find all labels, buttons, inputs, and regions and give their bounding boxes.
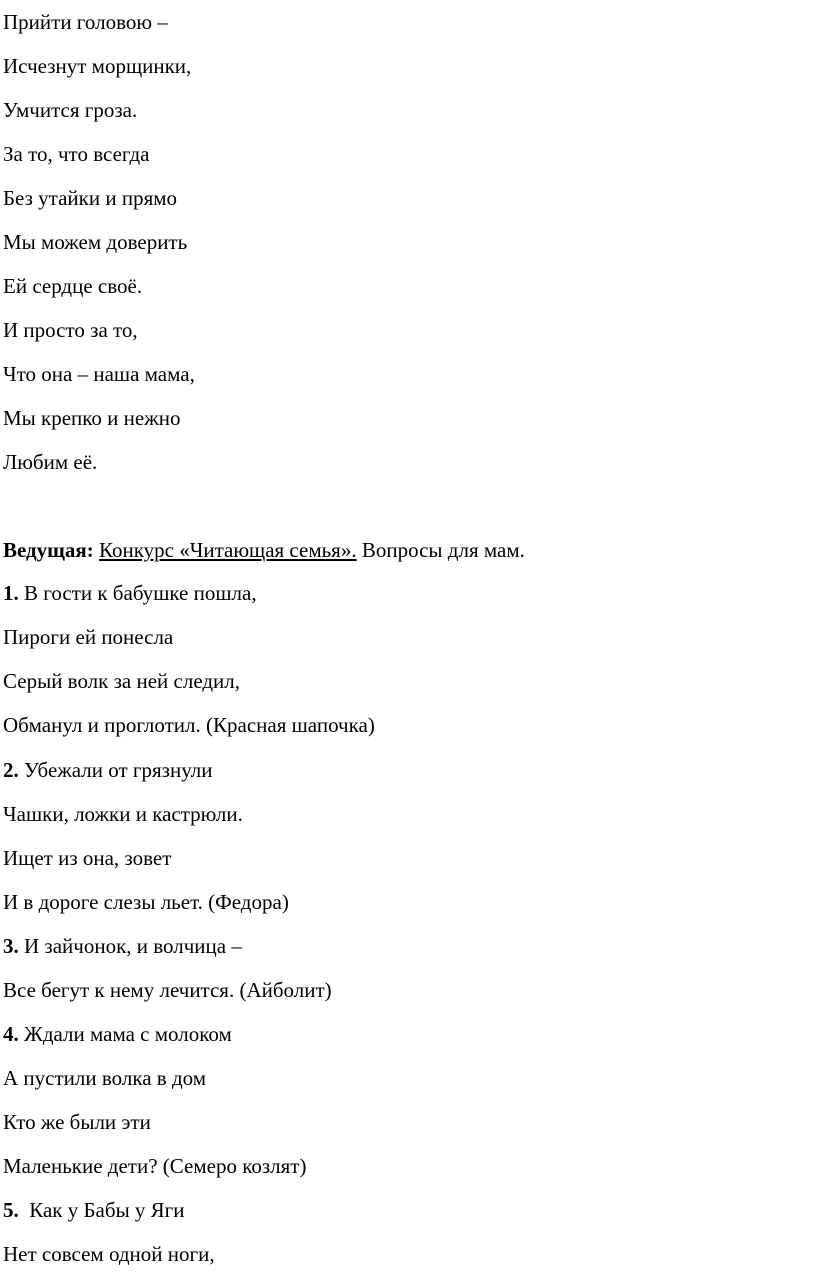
question-number: 4. bbox=[3, 1022, 19, 1046]
question-text: Ждали мама с молоком bbox=[18, 1022, 232, 1046]
question-text: Как у Бабы у Яги bbox=[18, 1198, 185, 1222]
host-label: Ведущая: bbox=[3, 538, 94, 562]
poem-line: Ей сердце своё. bbox=[3, 274, 143, 298]
question-line: Маленькие дети? (Семеро козлят) bbox=[3, 1154, 307, 1178]
poem-line: Исчезнут морщинки, bbox=[3, 54, 192, 78]
question-line: Ищет из она, зовет bbox=[3, 846, 172, 870]
question-line bbox=[3, 1197, 185, 1223]
question-line: Обманул и проглотил. (Красная шапочка) bbox=[3, 713, 375, 737]
poem-line: Мы можем доверить bbox=[3, 230, 188, 254]
poem-line: Без утайки и прямо bbox=[3, 186, 178, 210]
question-line bbox=[3, 580, 257, 606]
host-rest: Вопросы для мам. bbox=[356, 538, 525, 562]
poem-line: Любим её. bbox=[3, 450, 98, 474]
question-line: Чашки, ложки и кастрюли. bbox=[3, 802, 243, 826]
question-line bbox=[3, 1021, 232, 1047]
question-line: Все бегут к нему лечится. (Айболит) bbox=[3, 978, 332, 1002]
poem-line: Прийти головою – bbox=[3, 10, 168, 34]
question-number: 3. bbox=[3, 934, 19, 958]
question-number: 1. bbox=[3, 581, 19, 605]
question-text: Убежали от грязнули bbox=[18, 758, 213, 782]
poem-line: Что она – наша мама, bbox=[3, 362, 195, 386]
question-text: В гости к бабушке пошла, bbox=[18, 581, 257, 605]
question-line: И в дороге слезы льет. (Федора) bbox=[3, 890, 289, 914]
question-line: Серый волк за ней следил, bbox=[3, 669, 241, 693]
question-line: Нет совсем одной ноги, bbox=[3, 1242, 215, 1266]
question-line: Кто же были эти bbox=[3, 1110, 151, 1134]
question-line: Пироги ей понесла bbox=[3, 625, 174, 649]
question-line: А пустили волка в дом bbox=[3, 1066, 207, 1090]
question-line bbox=[3, 757, 213, 783]
poem-line: Умчится гроза. bbox=[3, 98, 138, 122]
contest-title: Конкурс «Читающая семья». bbox=[99, 538, 357, 562]
question-text: И зайчонок, и волчица – bbox=[18, 934, 242, 958]
question-line bbox=[3, 933, 242, 959]
poem-line: За то, что всегда bbox=[3, 142, 150, 166]
poem-line: Мы крепко и нежно bbox=[3, 406, 181, 430]
question-number: 5. bbox=[3, 1198, 19, 1222]
question-number: 2. bbox=[3, 758, 19, 782]
poem-line: И просто за то, bbox=[3, 318, 138, 342]
host-line bbox=[3, 537, 525, 563]
